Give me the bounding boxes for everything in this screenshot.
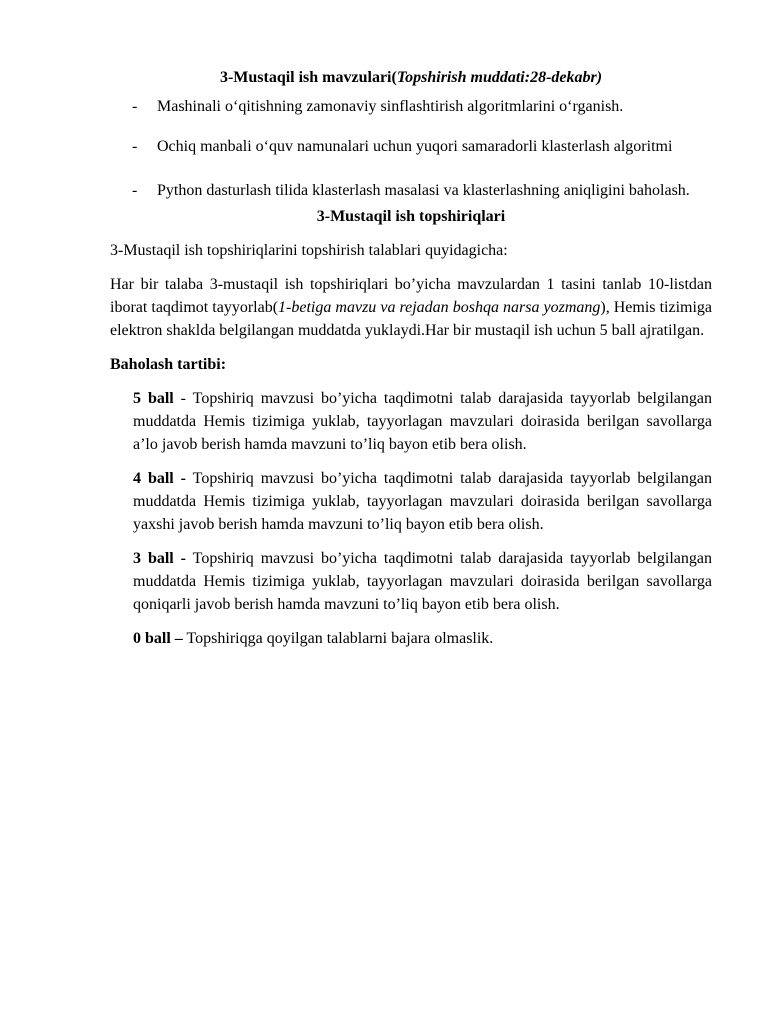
bullet-dash: - xyxy=(132,182,138,199)
requirement-note: 1-betiga mavzu va rejadan boshqa narsa yozmang xyxy=(278,299,601,316)
section-subtitle: 3-Mustaqil ish topshiriqlari xyxy=(316,208,506,225)
grade-label: 3 ball - xyxy=(133,550,187,567)
grade-label: 0 ball – xyxy=(133,630,183,647)
grade-item xyxy=(110,467,712,536)
grade-label: 5 ball xyxy=(133,390,174,407)
topic-item xyxy=(110,95,712,118)
bullet-dash: - xyxy=(132,98,138,115)
requirement-part2: ), Hemis tizimiga elektron shaklda belgilangan muddatda yuklaydi.Har bir mustaqil ish uchun 5 ball ajratilgan. xyxy=(110,299,712,339)
requirement-paragraph xyxy=(110,273,712,342)
topic-text: Python dasturlash tilida klasterlash masalasi va klasterlashning aniqligini baholash. xyxy=(157,182,690,199)
grade-text: Topshiriq mavzusi bo’yicha taqdimotni talab darajasida tayyorlab belgilangan muddatda Hemis tizimiga yuklab, tayyorlagan mavzulari doirasida berilgan savollarga yaxshi javob berish hamda mavzuni to’liq bayon etib bera olish. xyxy=(133,470,712,533)
document-page xyxy=(110,66,712,661)
requirement-part1: Har bir talaba 3-mustaqil ish topshiriqlari bo’yicha mavzulardan 1 tasini tanlab 10-listdan iborat taqdimot tayyorlab( xyxy=(110,276,712,316)
title-deadline: Topshirish muddati:28-dekabr) xyxy=(396,69,603,86)
topic-text: Ochiq manbali o‘quv namunalari uchun yuqori samaradorli klasterlash algoritmi xyxy=(157,138,673,155)
title-main: 3-Mustaqil ish mavzulari( xyxy=(219,69,397,86)
document-title xyxy=(110,66,712,89)
grading-heading: Baholash tartibi: xyxy=(110,356,227,373)
topic-item xyxy=(110,179,712,202)
topics-list xyxy=(110,95,712,202)
grade-item xyxy=(110,627,712,650)
intro-paragraph: 3-Mustaqil ish topshiriqlarini topshirish talablari quyidagicha: xyxy=(110,242,508,259)
grade-item xyxy=(110,547,712,616)
grade-item xyxy=(110,387,712,456)
topic-item xyxy=(110,135,712,158)
grade-label: 4 ball - xyxy=(133,470,187,487)
bullet-dash: - xyxy=(132,138,138,155)
grade-text: Topshiriq mavzusi bo’yicha taqdimotni talab darajasida tayyorlab belgilangan muddatda Hemis tizimiga yuklab, tayyorlagan mavzulari doirasida berilgan savollarga qoniqarli javob berish hamda mavzuni to’liq bayon etib bera olish. xyxy=(133,550,712,613)
topic-text: Mashinali o‘qitishning zamonaviy sinflashtirish algoritmlarini o‘rganish. xyxy=(157,98,624,115)
grade-text: Topshiriqga qoyilgan talablarni bajara olmaslik. xyxy=(182,630,494,647)
grade-text: - Topshiriq mavzusi bo’yicha taqdimotni talab darajasida tayyorlab belgilangan muddatda Hemis tizimiga yuklab, tayyorlagan mavzulari doirasida berilgan savollarga a’lo javob berish hamda mavzuni to’liq bayon etib bera olish. xyxy=(133,390,712,453)
